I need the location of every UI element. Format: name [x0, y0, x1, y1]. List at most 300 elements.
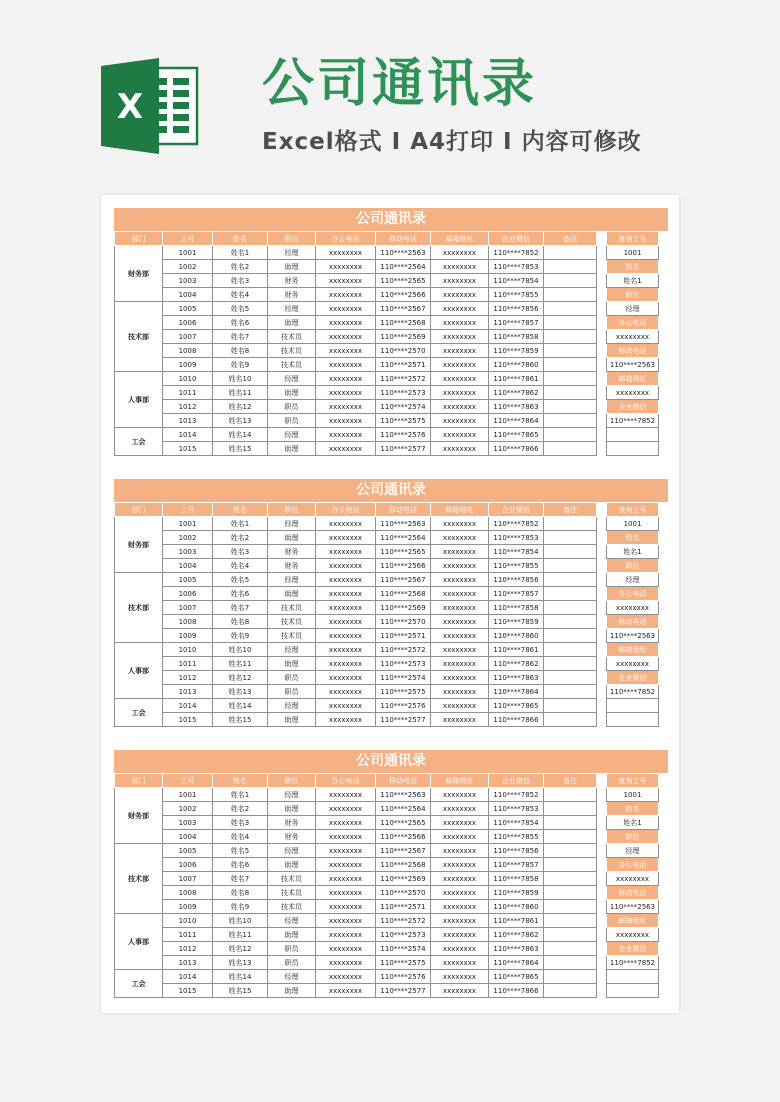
employee-position-cell: 助理 — [268, 587, 316, 601]
note-cell — [544, 844, 597, 858]
employee-id-cell: 1001 — [163, 788, 213, 802]
email-address-cell: xxxxxxxx — [431, 288, 489, 302]
employee-id-cell: 1006 — [163, 587, 213, 601]
employee-position-cell: 财务 — [268, 545, 316, 559]
employee-name-cell: 姓名9 — [213, 629, 268, 643]
email-address-cell: xxxxxxxx — [431, 802, 489, 816]
mobile-phone-cell: 110****2565 — [376, 274, 431, 288]
note-cell — [544, 685, 597, 699]
mobile-phone-cell: 110****2566 — [376, 559, 431, 573]
col-header-email: 邮箱地址 — [431, 774, 489, 788]
col-header-name: 姓名 — [213, 774, 268, 788]
excel-logo-icon — [101, 58, 199, 154]
wechat-cell: 110****7857 — [489, 587, 544, 601]
employee-id-cell: 1002 — [163, 802, 213, 816]
table-title: 公司通讯录 — [114, 479, 668, 502]
employee-position-cell: 职员 — [268, 685, 316, 699]
mobile-phone-cell: 110****2564 — [376, 802, 431, 816]
email-address-cell: xxxxxxxx — [431, 858, 489, 872]
wechat-cell: 110****7856 — [489, 302, 544, 316]
employee-id-cell: 1005 — [163, 844, 213, 858]
office-phone-cell: xxxxxxxx — [316, 942, 376, 956]
email-address-cell: xxxxxxxx — [431, 545, 489, 559]
office-phone-cell: xxxxxxxx — [316, 302, 376, 316]
employee-name-cell: 姓名2 — [213, 260, 268, 274]
wechat-cell: 110****7857 — [489, 316, 544, 330]
employee-position-cell: 经理 — [268, 699, 316, 713]
office-phone-cell: xxxxxxxx — [316, 531, 376, 545]
note-cell — [544, 428, 597, 442]
lookup-value: 110****7852 — [607, 414, 659, 428]
email-address-cell: xxxxxxxx — [431, 629, 489, 643]
table-row — [115, 316, 597, 330]
employee-id-cell: 1014 — [163, 699, 213, 713]
table-row — [115, 970, 597, 984]
office-phone-cell: xxxxxxxx — [316, 713, 376, 727]
wechat-cell: 110****7864 — [489, 414, 544, 428]
employee-id-cell: 1005 — [163, 573, 213, 587]
mobile-phone-cell: 110****2568 — [376, 316, 431, 330]
table-row — [115, 886, 597, 900]
table-row — [115, 830, 597, 844]
wechat-cell: 110****7858 — [489, 601, 544, 615]
employee-name-cell: 姓名10 — [213, 643, 268, 657]
employee-name-cell: 姓名5 — [213, 573, 268, 587]
mobile-phone-cell: 110****2572 — [376, 372, 431, 386]
employee-position-cell: 经理 — [268, 573, 316, 587]
lookup-value — [607, 699, 659, 713]
note-cell — [544, 559, 597, 573]
wechat-cell: 110****7863 — [489, 400, 544, 414]
employee-name-cell: 姓名5 — [213, 844, 268, 858]
wechat-cell: 110****7856 — [489, 844, 544, 858]
employee-id-cell: 1008 — [163, 615, 213, 629]
employee-name-cell: 姓名7 — [213, 872, 268, 886]
employee-position-cell: 经理 — [268, 246, 316, 260]
table-row — [115, 900, 597, 914]
office-phone-cell: xxxxxxxx — [316, 442, 376, 456]
col-header-department: 部门 — [115, 232, 163, 246]
wechat-cell: 110****7866 — [489, 984, 544, 998]
employee-id-cell: 1015 — [163, 713, 213, 727]
employee-position-cell: 经理 — [268, 302, 316, 316]
email-address-cell: xxxxxxxx — [431, 260, 489, 274]
employee-id-cell: 1013 — [163, 685, 213, 699]
office-phone-cell: xxxxxxxx — [316, 970, 376, 984]
table-row — [115, 330, 597, 344]
employee-id-cell: 1010 — [163, 372, 213, 386]
employee-name-cell: 姓名11 — [213, 928, 268, 942]
office-phone-cell: xxxxxxxx — [316, 517, 376, 531]
employee-id-cell: 1004 — [163, 830, 213, 844]
col-header-email: 邮箱地址 — [431, 503, 489, 517]
note-cell — [544, 316, 597, 330]
employee-id-cell: 1006 — [163, 316, 213, 330]
email-address-cell: xxxxxxxx — [431, 872, 489, 886]
employee-position-cell: 助理 — [268, 713, 316, 727]
wechat-cell: 110****7853 — [489, 260, 544, 274]
email-address-cell: xxxxxxxx — [431, 386, 489, 400]
lookup-value: xxxxxxxx — [607, 657, 659, 671]
employee-position-cell: 助理 — [268, 802, 316, 816]
logo-letter: X — [116, 87, 144, 127]
office-phone-cell: xxxxxxxx — [316, 414, 376, 428]
col-header-position: 职位 — [268, 774, 316, 788]
table-title: 公司通讯录 — [114, 750, 668, 773]
employee-id-cell: 1005 — [163, 302, 213, 316]
col-header-email: 邮箱地址 — [431, 232, 489, 246]
table-row — [115, 400, 597, 414]
lookup-value: 1001 — [607, 246, 659, 260]
wechat-cell: 110****7855 — [489, 288, 544, 302]
mobile-phone-cell: 110****2568 — [376, 587, 431, 601]
table-row — [115, 914, 597, 928]
mobile-phone-cell: 110****2575 — [376, 414, 431, 428]
table-row — [115, 246, 597, 260]
employee-id-cell: 1003 — [163, 545, 213, 559]
email-address-cell: xxxxxxxx — [431, 274, 489, 288]
employee-id-cell: 1011 — [163, 657, 213, 671]
employee-id-cell: 1003 — [163, 274, 213, 288]
employee-id-cell: 1008 — [163, 886, 213, 900]
mobile-phone-cell: 110****2568 — [376, 858, 431, 872]
col-header-mobile: 移动电话 — [376, 503, 431, 517]
lookup-label: 邮箱地址 — [607, 372, 659, 386]
employee-id-cell: 1008 — [163, 344, 213, 358]
lookup-label: 移动电话 — [607, 886, 659, 900]
office-phone-cell: xxxxxxxx — [316, 685, 376, 699]
mobile-phone-cell: 110****2577 — [376, 442, 431, 456]
table-row — [115, 358, 597, 372]
directory-table — [114, 479, 668, 724]
directory-table — [114, 750, 668, 995]
employee-name-cell: 姓名4 — [213, 559, 268, 573]
employee-position-cell: 技术员 — [268, 601, 316, 615]
employee-position-cell: 经理 — [268, 970, 316, 984]
department-cell: 财务部 — [115, 246, 163, 302]
col-header-position: 职位 — [268, 503, 316, 517]
col-header-note: 备注 — [544, 503, 597, 517]
mobile-phone-cell: 110****2574 — [376, 671, 431, 685]
col-header-mobile: 移动电话 — [376, 232, 431, 246]
table-row — [115, 928, 597, 942]
table-row — [115, 816, 597, 830]
email-address-cell: xxxxxxxx — [431, 671, 489, 685]
employee-id-cell: 1009 — [163, 358, 213, 372]
mobile-phone-cell: 110****2563 — [376, 788, 431, 802]
mobile-phone-cell: 110****2574 — [376, 942, 431, 956]
employee-name-cell: 姓名6 — [213, 587, 268, 601]
wechat-cell: 110****7858 — [489, 872, 544, 886]
lookup-label: 邮箱地址 — [607, 643, 659, 657]
lookup-label: 姓名 — [607, 260, 659, 274]
employee-position-cell: 助理 — [268, 386, 316, 400]
lookup-label: 办公电话 — [607, 587, 659, 601]
mobile-phone-cell: 110****2577 — [376, 984, 431, 998]
employee-position-cell: 助理 — [268, 442, 316, 456]
email-address-cell: xxxxxxxx — [431, 713, 489, 727]
office-phone-cell: xxxxxxxx — [316, 428, 376, 442]
wechat-cell: 110****7855 — [489, 559, 544, 573]
office-phone-cell: xxxxxxxx — [316, 657, 376, 671]
employee-position-cell: 财务 — [268, 830, 316, 844]
note-cell — [544, 442, 597, 456]
employee-position-cell: 职员 — [268, 956, 316, 970]
note-cell — [544, 788, 597, 802]
mobile-phone-cell: 110****2571 — [376, 358, 431, 372]
office-phone-cell: xxxxxxxx — [316, 587, 376, 601]
note-cell — [544, 601, 597, 615]
department-cell: 技术部 — [115, 573, 163, 643]
employee-position-cell: 财务 — [268, 559, 316, 573]
employee-position-cell: 经理 — [268, 643, 316, 657]
note-cell — [544, 531, 597, 545]
office-phone-cell: xxxxxxxx — [316, 844, 376, 858]
table-row — [115, 802, 597, 816]
note-cell — [544, 900, 597, 914]
email-address-cell: xxxxxxxx — [431, 816, 489, 830]
table-row — [115, 601, 597, 615]
employee-position-cell: 助理 — [268, 858, 316, 872]
table-row — [115, 984, 597, 998]
office-phone-cell: xxxxxxxx — [316, 545, 376, 559]
wechat-cell: 110****7859 — [489, 886, 544, 900]
wechat-cell: 110****7865 — [489, 428, 544, 442]
department-cell: 人事部 — [115, 643, 163, 699]
department-cell: 工会 — [115, 970, 163, 998]
department-cell: 技术部 — [115, 302, 163, 372]
note-cell — [544, 657, 597, 671]
employee-id-cell: 1001 — [163, 246, 213, 260]
mobile-phone-cell: 110****2566 — [376, 288, 431, 302]
mobile-phone-cell: 110****2565 — [376, 545, 431, 559]
employee-position-cell: 职员 — [268, 414, 316, 428]
mobile-phone-cell: 110****2569 — [376, 872, 431, 886]
employee-name-cell: 姓名14 — [213, 428, 268, 442]
office-phone-cell: xxxxxxxx — [316, 400, 376, 414]
email-address-cell: xxxxxxxx — [431, 316, 489, 330]
mobile-phone-cell: 110****2575 — [376, 956, 431, 970]
col-header-wechat: 企业微信 — [489, 503, 544, 517]
office-phone-cell: xxxxxxxx — [316, 372, 376, 386]
mobile-phone-cell: 110****2577 — [376, 713, 431, 727]
wechat-cell: 110****7864 — [489, 956, 544, 970]
wechat-cell: 110****7852 — [489, 246, 544, 260]
lookup-label: 移动电话 — [607, 615, 659, 629]
office-phone-cell: xxxxxxxx — [316, 816, 376, 830]
employee-name-cell: 姓名12 — [213, 942, 268, 956]
lookup-label: 姓名 — [607, 531, 659, 545]
mobile-phone-cell: 110****2573 — [376, 386, 431, 400]
employee-name-cell: 姓名3 — [213, 274, 268, 288]
wechat-cell: 110****7854 — [489, 816, 544, 830]
email-address-cell: xxxxxxxx — [431, 601, 489, 615]
wechat-cell: 110****7853 — [489, 531, 544, 545]
employee-position-cell: 经理 — [268, 517, 316, 531]
table-row — [115, 344, 597, 358]
lookup-label: 办公电话 — [607, 858, 659, 872]
table-row — [115, 414, 597, 428]
table-row — [115, 559, 597, 573]
employee-name-cell: 姓名15 — [213, 713, 268, 727]
lookup-value: 110****2563 — [607, 629, 659, 643]
column-header-row — [115, 503, 597, 517]
office-phone-cell: xxxxxxxx — [316, 914, 376, 928]
employee-name-cell: 姓名14 — [213, 699, 268, 713]
col-header-note: 备注 — [544, 232, 597, 246]
lookup-value: 1001 — [607, 517, 659, 531]
mobile-phone-cell: 110****2564 — [376, 531, 431, 545]
mobile-phone-cell: 110****2572 — [376, 914, 431, 928]
employee-position-cell: 技术员 — [268, 886, 316, 900]
mobile-phone-cell: 110****2567 — [376, 844, 431, 858]
mobile-phone-cell: 110****2570 — [376, 886, 431, 900]
employee-position-cell: 助理 — [268, 657, 316, 671]
employee-id-cell: 1010 — [163, 643, 213, 657]
email-address-cell: xxxxxxxx — [431, 358, 489, 372]
office-phone-cell: xxxxxxxx — [316, 900, 376, 914]
office-phone-cell: xxxxxxxx — [316, 358, 376, 372]
table-row — [115, 942, 597, 956]
employee-name-cell: 姓名12 — [213, 400, 268, 414]
employee-name-cell: 姓名3 — [213, 816, 268, 830]
employee-name-cell: 姓名4 — [213, 288, 268, 302]
note-cell — [544, 699, 597, 713]
table-row — [115, 657, 597, 671]
employee-name-cell: 姓名10 — [213, 914, 268, 928]
note-cell — [544, 914, 597, 928]
employee-name-cell: 姓名1 — [213, 517, 268, 531]
office-phone-cell: xxxxxxxx — [316, 246, 376, 260]
office-phone-cell: xxxxxxxx — [316, 629, 376, 643]
lookup-value: 经理 — [607, 844, 659, 858]
office-phone-cell: xxxxxxxx — [316, 671, 376, 685]
lookup-panel — [606, 502, 659, 727]
col-header-office-phone: 办公电话 — [316, 503, 376, 517]
lookup-value: 姓名1 — [607, 545, 659, 559]
office-phone-cell: xxxxxxxx — [316, 872, 376, 886]
mobile-phone-cell: 110****2563 — [376, 246, 431, 260]
lookup-value: xxxxxxxx — [607, 872, 659, 886]
lookup-header: 查询工号 — [607, 232, 659, 246]
note-cell — [544, 414, 597, 428]
mobile-phone-cell: 110****2570 — [376, 615, 431, 629]
employee-name-cell: 姓名8 — [213, 886, 268, 900]
employee-id-cell: 1012 — [163, 671, 213, 685]
lookup-header: 查询工号 — [607, 774, 659, 788]
mobile-phone-cell: 110****2576 — [376, 699, 431, 713]
note-cell — [544, 830, 597, 844]
mobile-phone-cell: 110****2567 — [376, 573, 431, 587]
lookup-header: 查询工号 — [607, 503, 659, 517]
note-cell — [544, 671, 597, 685]
office-phone-cell: xxxxxxxx — [316, 316, 376, 330]
table-row — [115, 442, 597, 456]
office-phone-cell: xxxxxxxx — [316, 928, 376, 942]
employee-id-cell: 1009 — [163, 629, 213, 643]
lookup-value: 110****2563 — [607, 358, 659, 372]
lookup-value: xxxxxxxx — [607, 928, 659, 942]
note-cell — [544, 984, 597, 998]
note-cell — [544, 802, 597, 816]
office-phone-cell: xxxxxxxx — [316, 802, 376, 816]
col-header-note: 备注 — [544, 774, 597, 788]
mobile-phone-cell: 110****2565 — [376, 816, 431, 830]
note-cell — [544, 713, 597, 727]
mobile-phone-cell: 110****2572 — [376, 643, 431, 657]
email-address-cell: xxxxxxxx — [431, 830, 489, 844]
employee-id-cell: 1007 — [163, 330, 213, 344]
lookup-label: 姓名 — [607, 802, 659, 816]
employee-position-cell: 助理 — [268, 984, 316, 998]
email-address-cell: xxxxxxxx — [431, 788, 489, 802]
email-address-cell: xxxxxxxx — [431, 914, 489, 928]
employee-name-cell: 姓名8 — [213, 615, 268, 629]
office-phone-cell: xxxxxxxx — [316, 260, 376, 274]
table-row — [115, 788, 597, 802]
email-address-cell: xxxxxxxx — [431, 414, 489, 428]
col-header-position: 职位 — [268, 232, 316, 246]
employee-name-cell: 姓名14 — [213, 970, 268, 984]
office-phone-cell: xxxxxxxx — [316, 886, 376, 900]
office-phone-cell: xxxxxxxx — [316, 830, 376, 844]
lookup-value — [607, 970, 659, 984]
employee-position-cell: 经理 — [268, 428, 316, 442]
employee-name-cell: 姓名7 — [213, 601, 268, 615]
table-row — [115, 629, 597, 643]
wechat-cell: 110****7862 — [489, 928, 544, 942]
table-row — [115, 545, 597, 559]
employee-name-cell: 姓名3 — [213, 545, 268, 559]
department-cell: 人事部 — [115, 372, 163, 428]
table-row — [115, 844, 597, 858]
email-address-cell: xxxxxxxx — [431, 442, 489, 456]
table-row — [115, 428, 597, 442]
email-address-cell: xxxxxxxx — [431, 685, 489, 699]
employee-id-cell: 1014 — [163, 428, 213, 442]
employee-id-cell: 1006 — [163, 858, 213, 872]
employee-id-cell: 1015 — [163, 442, 213, 456]
lookup-value: 姓名1 — [607, 274, 659, 288]
note-cell — [544, 358, 597, 372]
employee-position-cell: 职员 — [268, 400, 316, 414]
email-address-cell: xxxxxxxx — [431, 615, 489, 629]
page-header — [0, 0, 780, 190]
employee-name-cell: 姓名12 — [213, 671, 268, 685]
email-address-cell: xxxxxxxx — [431, 886, 489, 900]
lookup-value: 110****2563 — [607, 900, 659, 914]
note-cell — [544, 517, 597, 531]
col-header-department: 部门 — [115, 774, 163, 788]
wechat-cell: 110****7852 — [489, 788, 544, 802]
table-row — [115, 386, 597, 400]
email-address-cell: xxxxxxxx — [431, 302, 489, 316]
office-phone-cell: xxxxxxxx — [316, 643, 376, 657]
office-phone-cell: xxxxxxxx — [316, 559, 376, 573]
wechat-cell: 110****7859 — [489, 615, 544, 629]
table-row — [115, 372, 597, 386]
lookup-panel — [606, 231, 659, 456]
employee-name-cell: 姓名10 — [213, 372, 268, 386]
mobile-phone-cell: 110****2563 — [376, 517, 431, 531]
email-address-cell: xxxxxxxx — [431, 844, 489, 858]
table-row — [115, 872, 597, 886]
employee-name-cell: 姓名15 — [213, 984, 268, 998]
office-phone-cell: xxxxxxxx — [316, 984, 376, 998]
note-cell — [544, 302, 597, 316]
mobile-phone-cell: 110****2576 — [376, 428, 431, 442]
employee-id-cell: 1013 — [163, 414, 213, 428]
